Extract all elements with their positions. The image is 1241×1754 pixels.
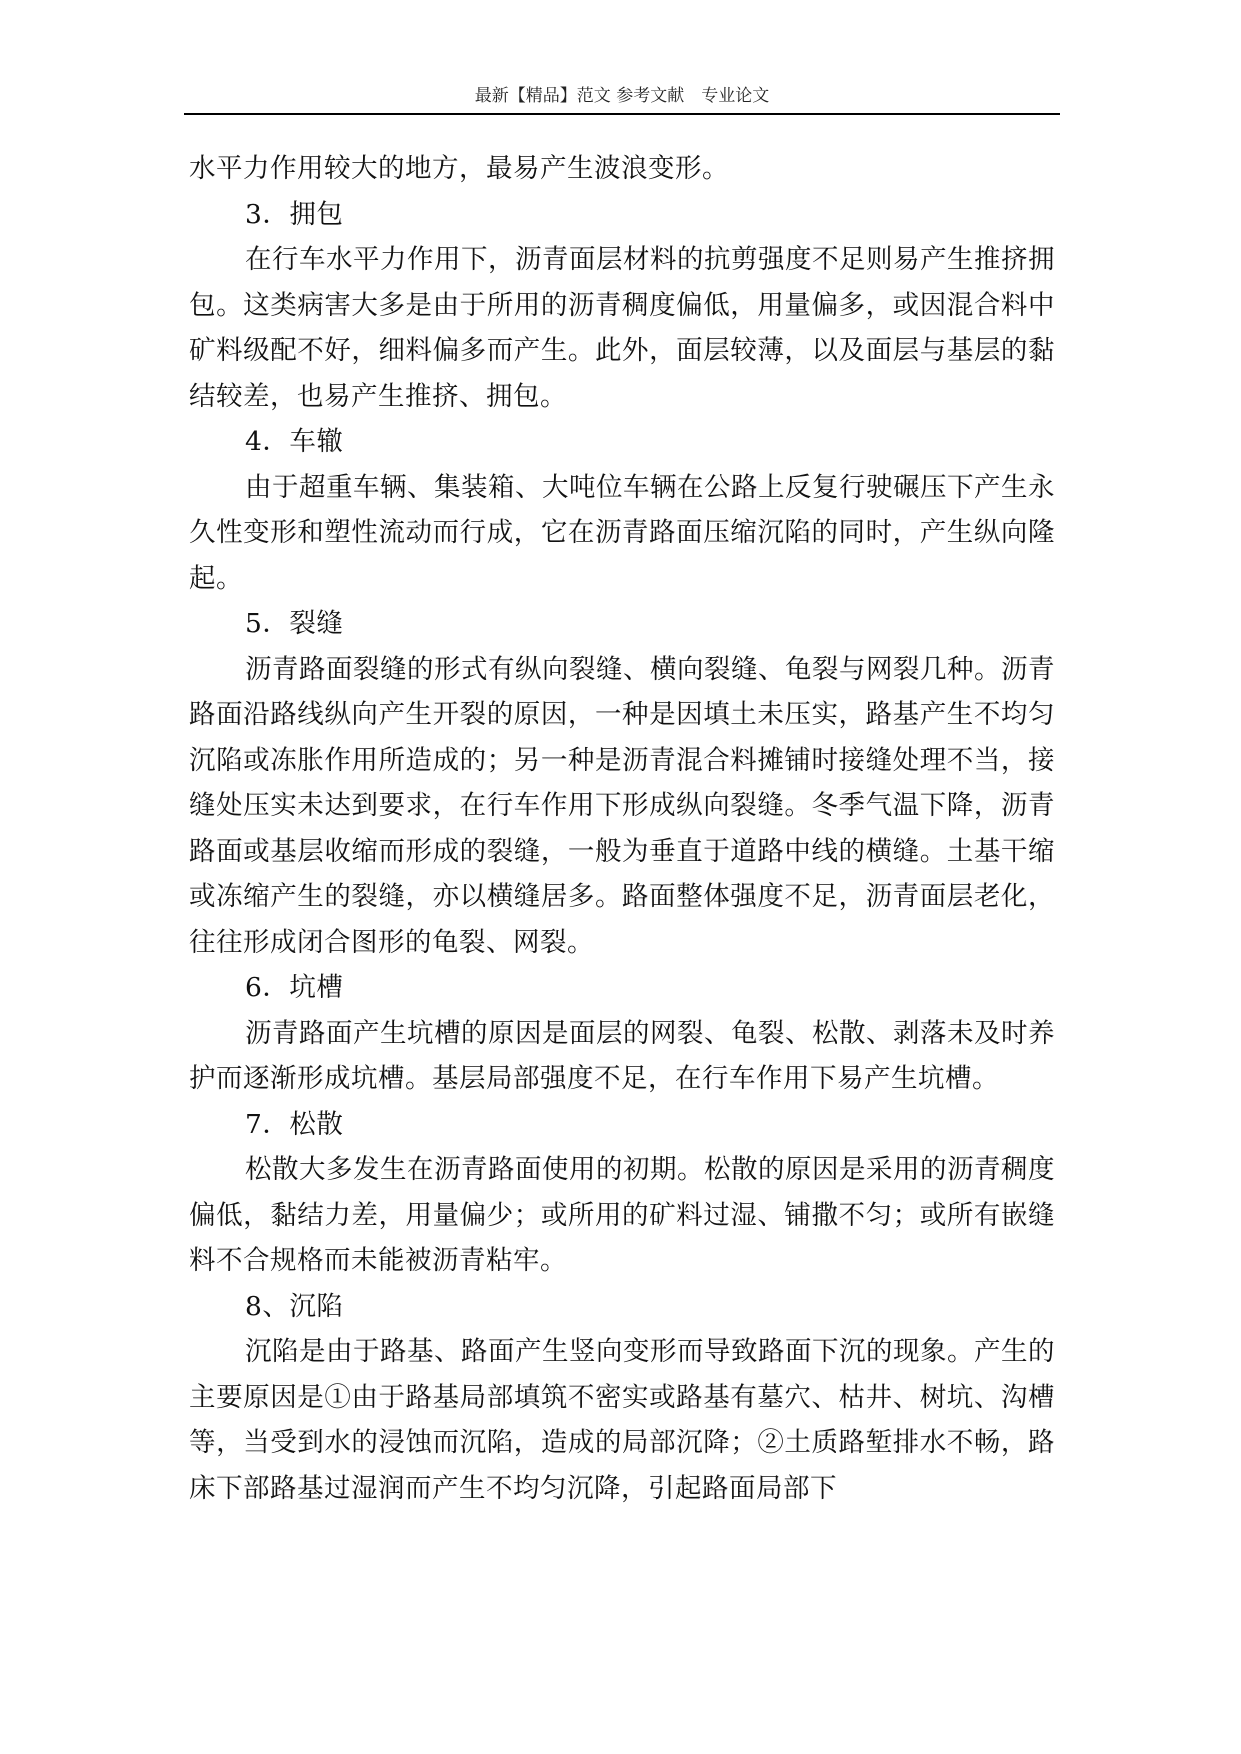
paragraph: 在行车水平力作用下，沥青面层材料的抗剪强度不足则易产生推挤拥包。这类病害大多是由于所用的沥青稠度偏低，用量偏多，或因混合料中矿料级配不好，细料偏多而产生。此外，面层较薄，以及面层与基层的黏结较差，也易产生推挤、拥包。: [189, 244, 1055, 412]
paragraph: 沥青路面产生坑槽的原因是面层的网裂、龟裂、松散、剥落未及时养护而逐渐形成坑槽。基层局部强度不足，在行车作用下易产生坑槽。: [189, 1017, 1055, 1094]
paragraph: 由于超重车辆、集装箱、大吨位车辆在公路上反复行驶碾压下产生永久性变形和塑性流动而行成，它在沥青路面压缩沉陷的同时，产生纵向隆起。: [189, 471, 1055, 594]
section-heading: 3．拥包: [245, 198, 344, 230]
paragraph: 沥青路面裂缝的形式有纵向裂缝、横向裂缝、龟裂与网裂几种。沥青路面沿路线纵向产生开裂的原因，一种是因填土未压实，路基产生不均匀沉陷或冻胀作用所造成的；另一种是沥青混合料摊铺时接缝处理不当，接缝处压实未达到要求，在行车作用下形成纵向裂缝。冬季气温下降，沥青路面或基层收缩而形成的裂缝，一般为垂直于道路中线的横缝。土基干缩或冻缩产生的裂缝，亦以横缝居多。路面整体强度不足，沥青面层老化，往往形成闭合图形的龟裂、网裂。: [189, 653, 1055, 958]
paragraph: 水平力作用较大的地方，最易产生波浪变形。: [189, 153, 729, 184]
section-heading: 7．松散: [245, 1108, 344, 1140]
section-heading: 5．裂缝: [245, 608, 344, 639]
header-rule: [184, 113, 1060, 115]
page-header: 最新【精品】范文 参考文献 专业论文: [474, 86, 770, 106]
section-heading: 6．坑槽: [245, 972, 344, 1003]
paragraph: 沉陷是由于路基、路面产生竖向变形而导致路面下沉的现象。产生的主要原因是①由于路基局部填筑不密实或路基有墓穴、枯井、树坑、沟槽等，当受到水的浸蚀而沉陷，造成的局部沉降；②土质路堑排水不畅，路床下部路基过湿润而产生不均匀沉降，引起路面局部下: [189, 1336, 1055, 1504]
section-heading: 8、沉陷: [245, 1290, 344, 1322]
document-body: [189, 146, 1055, 1511]
paragraph: 松散大多发生在沥青路面使用的初期。松散的原因是采用的沥青稠度偏低，黏结力差，用量偏少；或所用的矿料过湿、铺撒不匀；或所有嵌缝料不合规格而未能被沥青粘牢。: [189, 1154, 1055, 1276]
section-heading: 4．车辙: [245, 426, 344, 457]
